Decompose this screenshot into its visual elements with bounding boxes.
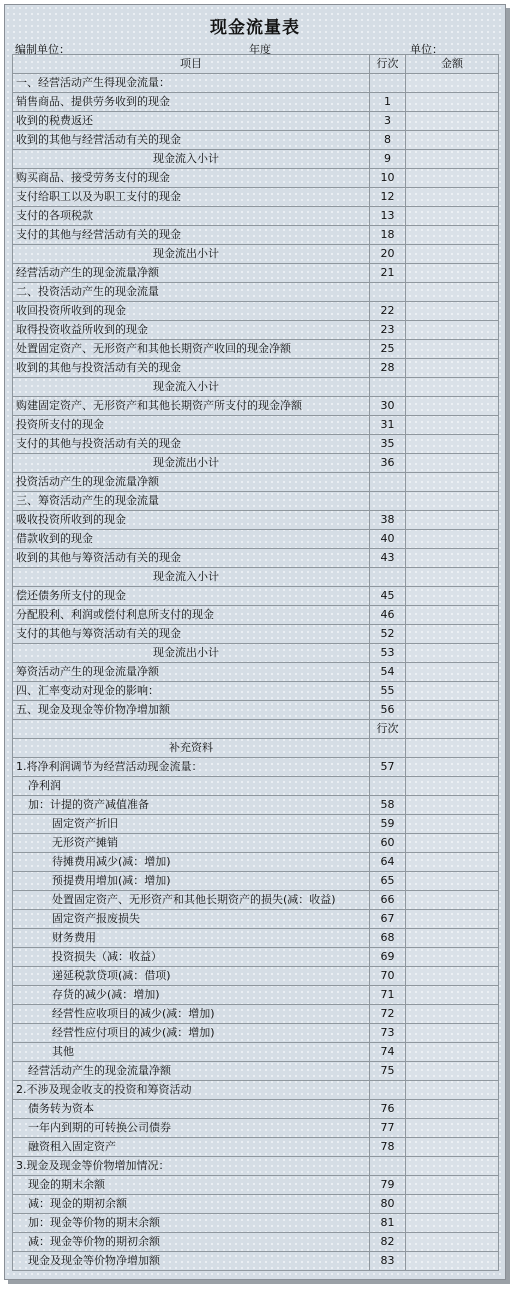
row-line-number: 35: [370, 435, 406, 454]
table-row: [13, 1062, 499, 1081]
table-row: [13, 758, 499, 777]
row-item-label: [13, 720, 370, 739]
table-row: [13, 1214, 499, 1233]
row-amount-cell[interactable]: [406, 188, 499, 207]
table-row: [13, 796, 499, 815]
row-amount-cell[interactable]: [406, 625, 499, 644]
table-row: [13, 378, 499, 397]
row-item-label: 四、汇率变动对现金的影响：: [13, 682, 370, 701]
row-amount-cell[interactable]: [406, 644, 499, 663]
row-item-label: 现金及现金等价物净增加额: [13, 1252, 370, 1271]
table-row: [13, 1100, 499, 1119]
row-item-label: 支付的其他与投资活动有关的现金: [13, 435, 370, 454]
row-item-label: 支付的各项税款: [13, 207, 370, 226]
table-row: [13, 359, 499, 378]
row-line-number: 31: [370, 416, 406, 435]
row-line-number: 78: [370, 1138, 406, 1157]
row-line-number: 80: [370, 1195, 406, 1214]
row-item-label: 投资损失（减：收益）: [13, 948, 370, 967]
row-line-number: 9: [370, 150, 406, 169]
row-amount-cell[interactable]: [406, 1214, 499, 1233]
table-row: [13, 416, 499, 435]
table-row: [13, 606, 499, 625]
table-row: [13, 739, 499, 758]
row-amount-cell[interactable]: [406, 682, 499, 701]
row-amount-cell[interactable]: [406, 796, 499, 815]
row-line-number: 43: [370, 549, 406, 568]
row-amount-cell[interactable]: [406, 815, 499, 834]
row-item-label: 收回投资所收到的现金: [13, 302, 370, 321]
row-item-label: 2.不涉及现金收支的投资和筹资活动: [13, 1081, 370, 1100]
table-row: [13, 568, 499, 587]
row-line-number: 13: [370, 207, 406, 226]
table-row: [13, 131, 499, 150]
row-amount-cell[interactable]: [406, 948, 499, 967]
row-amount-cell[interactable]: [406, 834, 499, 853]
row-line-number: 22: [370, 302, 406, 321]
row-line-number: 56: [370, 701, 406, 720]
row-amount-cell[interactable]: [406, 435, 499, 454]
row-line-number: 45: [370, 587, 406, 606]
table-row: [13, 169, 499, 188]
row-line-number: 20: [370, 245, 406, 264]
row-amount-cell[interactable]: [406, 150, 499, 169]
row-amount-cell[interactable]: [406, 93, 499, 112]
table-row: [13, 1081, 499, 1100]
row-amount-cell[interactable]: [406, 1138, 499, 1157]
table-row: [13, 853, 499, 872]
table-row: [13, 264, 499, 283]
row-item-label: 收到的其他与投资活动有关的现金: [13, 359, 370, 378]
row-line-number: 72: [370, 1005, 406, 1024]
table-row: [13, 454, 499, 473]
row-amount-cell[interactable]: [406, 853, 499, 872]
table-header-row: [13, 55, 499, 74]
row-item-label: 二、投资活动产生的现金流量: [13, 283, 370, 302]
row-item-label: 现金流入小计: [13, 150, 370, 169]
row-item-label: 收到的其他与筹资活动有关的现金: [13, 549, 370, 568]
row-item-label: 筹资活动产生的现金流量净额: [13, 663, 370, 682]
row-line-number: [370, 473, 406, 492]
row-item-label: 减：现金的期初余额: [13, 1195, 370, 1214]
row-item-label: 1.将净利润调节为经营活动现金流量：: [13, 758, 370, 777]
row-item-label: 财务费用: [13, 929, 370, 948]
row-amount-cell[interactable]: [406, 1157, 499, 1176]
table-row: [13, 1233, 499, 1252]
row-item-label: 一年内到期的可转换公司债券: [13, 1119, 370, 1138]
row-line-number: 69: [370, 948, 406, 967]
row-item-label: 经营活动产生的现金流量净额: [13, 1062, 370, 1081]
row-line-number: 75: [370, 1062, 406, 1081]
row-item-label: 净利润: [13, 777, 370, 796]
row-amount-cell[interactable]: [406, 1043, 499, 1062]
year-label: 年度: [249, 43, 271, 56]
row-amount-cell[interactable]: [406, 283, 499, 302]
row-line-number: 46: [370, 606, 406, 625]
table-row: [13, 511, 499, 530]
row-line-number: 行次: [370, 720, 406, 739]
table-row: [13, 834, 499, 853]
row-item-label: 处置固定资产、无形资产和其他长期资产的损失(减：收益): [13, 891, 370, 910]
row-amount-cell[interactable]: [406, 910, 499, 929]
table-row: [13, 74, 499, 93]
row-item-label: 现金流入小计: [13, 378, 370, 397]
table-row: [13, 777, 499, 796]
row-item-label: 分配股利、利润或偿付利息所支付的现金: [13, 606, 370, 625]
row-amount-cell[interactable]: [406, 245, 499, 264]
row-line-number: 83: [370, 1252, 406, 1271]
row-item-label: 固定资产报废损失: [13, 910, 370, 929]
row-item-label: 现金的期末余额: [13, 1176, 370, 1195]
table-row: [13, 1005, 499, 1024]
row-amount-cell[interactable]: [406, 454, 499, 473]
row-line-number: [370, 378, 406, 397]
row-amount-cell[interactable]: [406, 606, 499, 625]
row-amount-cell[interactable]: [406, 663, 499, 682]
row-item-label: 递延税款贷项(减：借项): [13, 967, 370, 986]
row-line-number: [370, 283, 406, 302]
row-line-number: [370, 492, 406, 511]
row-amount-cell[interactable]: [406, 1005, 499, 1024]
table-row: [13, 340, 499, 359]
table-row: [13, 644, 499, 663]
row-item-label: 其他: [13, 1043, 370, 1062]
table-row: [13, 302, 499, 321]
row-amount-cell[interactable]: [406, 378, 499, 397]
row-item-label: 3.现金及现金等价物增加情况：: [13, 1157, 370, 1176]
row-line-number: [370, 568, 406, 587]
table-row: [13, 815, 499, 834]
row-amount-cell[interactable]: [406, 1024, 499, 1043]
row-item-label: 三、筹资活动产生的现金流量: [13, 492, 370, 511]
row-amount-cell[interactable]: [406, 340, 499, 359]
row-item-label: 补充资料: [13, 739, 370, 758]
row-item-label: 支付的其他与筹资活动有关的现金: [13, 625, 370, 644]
table-row: [13, 1252, 499, 1271]
row-line-number: 64: [370, 853, 406, 872]
table-row: [13, 226, 499, 245]
row-amount-cell[interactable]: [406, 511, 499, 530]
row-amount-cell[interactable]: [406, 264, 499, 283]
row-amount-cell[interactable]: [406, 207, 499, 226]
table-row: [13, 397, 499, 416]
page-title: 现金流量表: [210, 18, 300, 38]
row-item-label: 吸收投资所收到的现金: [13, 511, 370, 530]
row-line-number: 60: [370, 834, 406, 853]
table-row: [13, 473, 499, 492]
row-line-number: 52: [370, 625, 406, 644]
row-line-number: 59: [370, 815, 406, 834]
row-line-number: 57: [370, 758, 406, 777]
table-row: [13, 587, 499, 606]
row-amount-cell[interactable]: [406, 416, 499, 435]
row-line-number: 68: [370, 929, 406, 948]
row-amount-cell[interactable]: [406, 74, 499, 93]
row-line-number: 8: [370, 131, 406, 150]
row-line-number: 77: [370, 1119, 406, 1138]
row-item-label: 收到的其他与经营活动有关的现金: [13, 131, 370, 150]
row-amount-cell[interactable]: [406, 872, 499, 891]
row-item-label: 经营活动产生的现金流量净额: [13, 264, 370, 283]
row-line-number: 3: [370, 112, 406, 131]
row-amount-cell[interactable]: [406, 226, 499, 245]
row-amount-cell[interactable]: [406, 321, 499, 340]
row-item-label: 销售商品、提供劳务收到的现金: [13, 93, 370, 112]
column-header-amount: 金额: [406, 55, 499, 74]
row-line-number: 36: [370, 454, 406, 473]
row-item-label: 支付给职工以及为职工支付的现金: [13, 188, 370, 207]
row-amount-cell[interactable]: [406, 359, 499, 378]
row-amount-cell[interactable]: [406, 397, 499, 416]
row-item-label: 债务转为资本: [13, 1100, 370, 1119]
row-amount-cell[interactable]: [406, 701, 499, 720]
row-item-label: 经营性应付项目的减少(减：增加): [13, 1024, 370, 1043]
row-amount-cell[interactable]: [406, 1233, 499, 1252]
row-line-number: 65: [370, 872, 406, 891]
row-amount-cell[interactable]: [406, 549, 499, 568]
table-row: [13, 701, 499, 720]
row-item-label: 减：现金等价物的期初余额: [13, 1233, 370, 1252]
row-line-number: 38: [370, 511, 406, 530]
row-amount-cell[interactable]: [406, 1119, 499, 1138]
row-amount-cell[interactable]: [406, 302, 499, 321]
row-line-number: 76: [370, 1100, 406, 1119]
row-amount-cell[interactable]: [406, 1062, 499, 1081]
row-item-label: 现金流出小计: [13, 454, 370, 473]
row-item-label: 加：现金等价物的期末余额: [13, 1214, 370, 1233]
row-amount-cell[interactable]: [406, 1252, 499, 1271]
row-amount-cell[interactable]: [406, 891, 499, 910]
table-row: [13, 910, 499, 929]
row-line-number: 1: [370, 93, 406, 112]
row-amount-cell[interactable]: [406, 720, 499, 739]
row-line-number: [370, 74, 406, 93]
row-item-label: 固定资产折旧: [13, 815, 370, 834]
row-line-number: 82: [370, 1233, 406, 1252]
cash-flow-sheet: [4, 4, 506, 1280]
row-amount-cell[interactable]: [406, 587, 499, 606]
row-line-number: 21: [370, 264, 406, 283]
table-row: [13, 1138, 499, 1157]
row-item-label: 预提费用增加(减：增加): [13, 872, 370, 891]
row-line-number: 81: [370, 1214, 406, 1233]
row-line-number: 79: [370, 1176, 406, 1195]
table-row: [13, 188, 499, 207]
table-row: [13, 245, 499, 264]
row-line-number: 54: [370, 663, 406, 682]
table-row: [13, 1176, 499, 1195]
table-row: [13, 986, 499, 1005]
table-row: [13, 321, 499, 340]
row-line-number: 28: [370, 359, 406, 378]
row-line-number: 66: [370, 891, 406, 910]
table-row: [13, 283, 499, 302]
row-line-number: 40: [370, 530, 406, 549]
row-amount-cell[interactable]: [406, 568, 499, 587]
row-item-label: 投资活动产生的现金流量净额: [13, 473, 370, 492]
row-item-label: 现金流入小计: [13, 568, 370, 587]
table-row: [13, 150, 499, 169]
row-line-number: 25: [370, 340, 406, 359]
row-line-number: 55: [370, 682, 406, 701]
column-header-item: 项目: [13, 55, 370, 74]
row-line-number: 74: [370, 1043, 406, 1062]
row-line-number: 73: [370, 1024, 406, 1043]
table-row: [13, 93, 499, 112]
table-row: [13, 1024, 499, 1043]
row-item-label: 借款收到的现金: [13, 530, 370, 549]
row-line-number: 30: [370, 397, 406, 416]
row-item-label: 五、现金及现金等价物净增加额: [13, 701, 370, 720]
table-row: [13, 682, 499, 701]
table-row: [13, 1119, 499, 1138]
company-label: 编制单位：: [15, 43, 70, 56]
table-row: [13, 112, 499, 131]
row-line-number: 12: [370, 188, 406, 207]
row-amount-cell[interactable]: [406, 1176, 499, 1195]
row-item-label: 处置固定资产、无形资产和其他长期资产收回的现金净额: [13, 340, 370, 359]
row-item-label: 经营性应收项目的减少(减：增加): [13, 1005, 370, 1024]
row-line-number: [370, 1157, 406, 1176]
table-row: [13, 492, 499, 511]
row-line-number: 67: [370, 910, 406, 929]
row-amount-cell[interactable]: [406, 169, 499, 188]
row-line-number: 53: [370, 644, 406, 663]
row-item-label: 取得投资收益所收到的现金: [13, 321, 370, 340]
row-line-number: 71: [370, 986, 406, 1005]
row-amount-cell[interactable]: [406, 758, 499, 777]
row-amount-cell[interactable]: [406, 967, 499, 986]
table-row: [13, 891, 499, 910]
table-row: [13, 663, 499, 682]
row-amount-cell[interactable]: [406, 530, 499, 549]
row-amount-cell[interactable]: [406, 1081, 499, 1100]
row-item-label: 支付的其他与经营活动有关的现金: [13, 226, 370, 245]
table-row: [13, 435, 499, 454]
row-item-label: 加：计提的资产减值准备: [13, 796, 370, 815]
column-header-line: 行次: [370, 55, 406, 74]
table-row: [13, 720, 499, 739]
row-amount-cell[interactable]: [406, 986, 499, 1005]
table-row: [13, 530, 499, 549]
table-row: [13, 207, 499, 226]
row-amount-cell[interactable]: [406, 739, 499, 758]
table-row: [13, 872, 499, 891]
row-line-number: 23: [370, 321, 406, 340]
table-row: [13, 1195, 499, 1214]
row-item-label: 收到的税费返还: [13, 112, 370, 131]
row-amount-cell[interactable]: [406, 1100, 499, 1119]
row-item-label: 融资租入固定资产: [13, 1138, 370, 1157]
row-item-label: 一、经营活动产生得现金流量：: [13, 74, 370, 93]
row-amount-cell[interactable]: [406, 1195, 499, 1214]
table-row: [13, 1043, 499, 1062]
table-row: [13, 948, 499, 967]
table-row: [13, 549, 499, 568]
row-line-number: [370, 777, 406, 796]
row-line-number: 58: [370, 796, 406, 815]
row-item-label: 购买商品、接受劳务支付的现金: [13, 169, 370, 188]
row-amount-cell[interactable]: [406, 929, 499, 948]
row-line-number: 10: [370, 169, 406, 188]
row-amount-cell[interactable]: [406, 112, 499, 131]
row-line-number: 70: [370, 967, 406, 986]
table-row: [13, 929, 499, 948]
row-amount-cell[interactable]: [406, 131, 499, 150]
cash-flow-table: [12, 54, 499, 1271]
row-amount-cell[interactable]: [406, 492, 499, 511]
row-item-label: 存货的减少(减：增加): [13, 986, 370, 1005]
row-item-label: 购建固定资产、无形资产和其他长期资产所支付的现金净额: [13, 397, 370, 416]
row-item-label: 现金流出小计: [13, 644, 370, 663]
row-item-label: 无形资产摊销: [13, 834, 370, 853]
table-row: [13, 967, 499, 986]
table-row: [13, 1157, 499, 1176]
table-row: [13, 625, 499, 644]
row-item-label: 偿还债务所支付的现金: [13, 587, 370, 606]
row-item-label: 投资所支付的现金: [13, 416, 370, 435]
currency-unit-label: 单位：: [410, 43, 443, 56]
row-amount-cell[interactable]: [406, 473, 499, 492]
row-line-number: [370, 739, 406, 758]
row-line-number: [370, 1081, 406, 1100]
row-line-number: 18: [370, 226, 406, 245]
row-item-label: 现金流出小计: [13, 245, 370, 264]
row-amount-cell[interactable]: [406, 777, 499, 796]
row-item-label: 待摊费用减少(减：增加): [13, 853, 370, 872]
